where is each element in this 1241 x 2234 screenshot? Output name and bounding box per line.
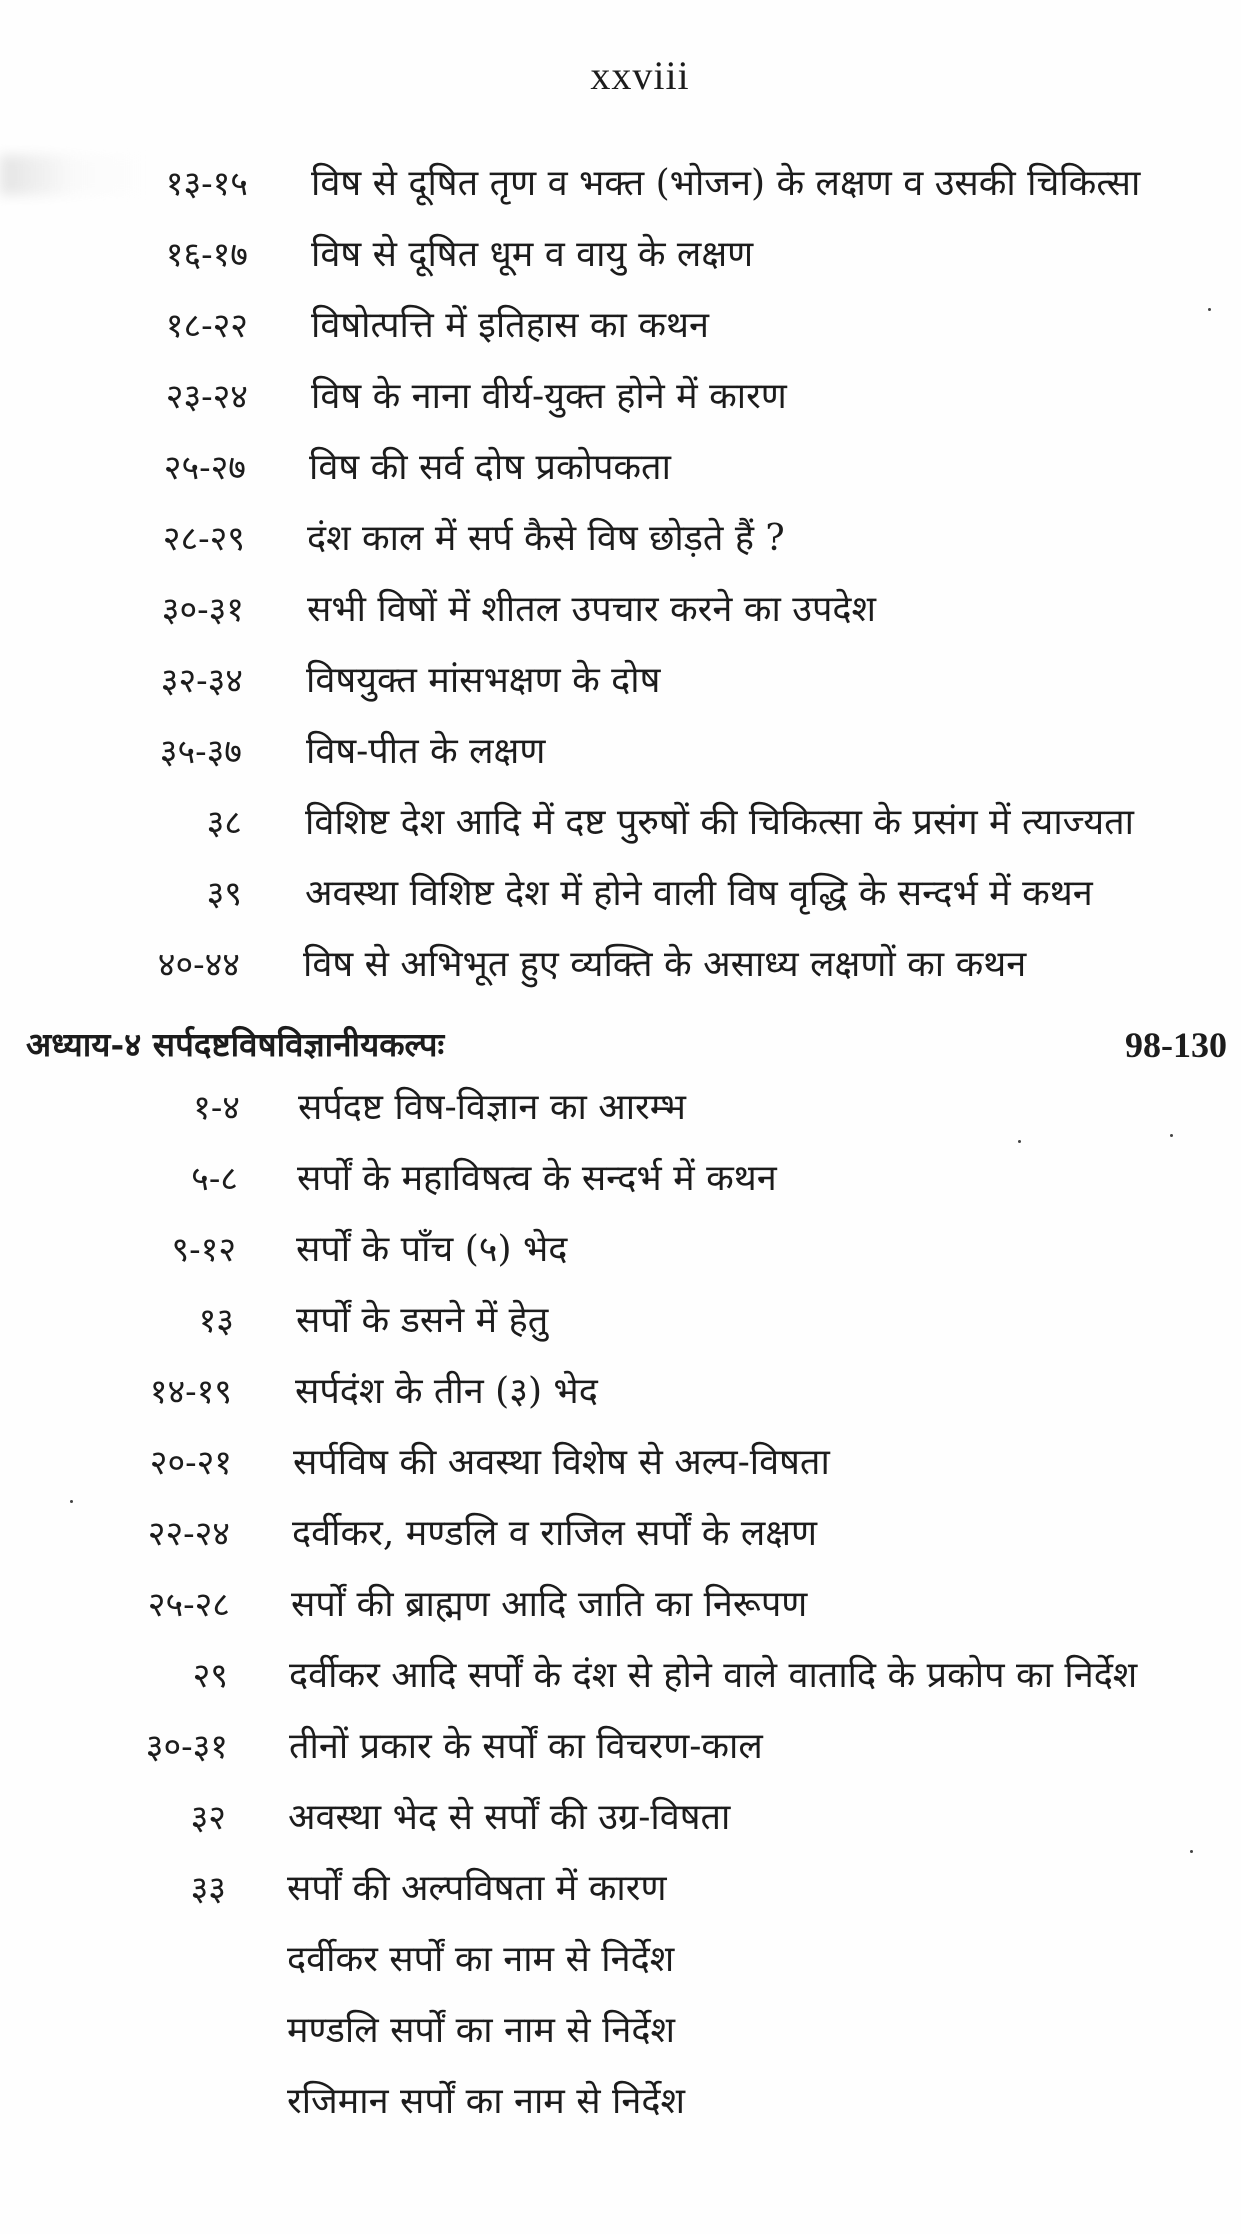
- verse-range: ३३: [190, 1869, 226, 1909]
- verse-range: ३९: [206, 874, 242, 914]
- chapter-title: अध्याय-४ सर्पदष्टविषविज्ञानीयकल्पः: [26, 1025, 445, 1064]
- entry-title: रजिमान सर्पों का नाम से निर्देश: [287, 2081, 685, 2122]
- entry-title: सर्पविष की अवस्था विशेष से अल्प-विषता: [293, 1442, 830, 1483]
- toc-row: [0, 2001, 1241, 2061]
- verse-range: ४०-४४: [157, 945, 240, 985]
- entry-title: अवस्था विशिष्ट देश में होने वाली विष वृद्धि के सन्दर्भ में कथन: [305, 873, 1093, 914]
- entry-title: दंश काल में सर्प कैसे विष छोड़ते हैं ?: [307, 518, 785, 559]
- toc-row: [0, 935, 1241, 995]
- entry-title: सर्पदष्ट विष-विज्ञान का आरम्भ: [298, 1087, 686, 1128]
- entry-title: अवस्था भेद से सर्पों की उग्र-विषता: [288, 1797, 731, 1838]
- toc-row: [0, 864, 1241, 924]
- entry-title: विष के नाना वीर्य-युक्त होने में कारण: [311, 376, 787, 417]
- verse-range: ३२: [190, 1798, 226, 1838]
- verse-range: २२-२४: [147, 1514, 230, 1554]
- verse-range: ३०-३१: [161, 590, 244, 630]
- verse-range: ३०-३१: [145, 1727, 228, 1767]
- entry-title: विष-पीत के लक्षण: [306, 731, 546, 772]
- verse-range: १-४: [193, 1088, 240, 1128]
- scan-speck: [70, 1500, 73, 1503]
- toc-row: [0, 580, 1241, 640]
- toc-row: [0, 1149, 1241, 1209]
- toc-row: [0, 1575, 1241, 1635]
- verse-range: ३२-३४: [160, 661, 243, 701]
- verse-range: १८-२२: [165, 306, 248, 346]
- toc-row: [0, 1220, 1241, 1280]
- toc-row: [0, 2072, 1241, 2132]
- verse-range: २५-२७: [163, 448, 246, 488]
- toc-row: [0, 1433, 1241, 1493]
- toc-row: [0, 793, 1241, 853]
- verse-range: १४-१९: [149, 1372, 232, 1412]
- entry-title: विशिष्ट देश आदि में दष्ट पुरुषों की चिकित्सा के प्रसंग में त्याज्यता: [305, 802, 1134, 843]
- entry-title: सर्पों की ब्राह्मण आदि जाति का निरूपण: [291, 1584, 808, 1625]
- toc-row: [0, 1291, 1241, 1351]
- entry-title: दर्वीकर आदि सर्पों के दंश से होने वाले वातादि के प्रकोप का निर्देश: [289, 1655, 1138, 1696]
- entry-title: दर्वीकर, मण्डलि व राजिल सर्पों के लक्षण: [292, 1513, 818, 1554]
- verse-range: १३-१५: [165, 164, 248, 204]
- entry-title: विष की सर्व दोष प्रकोपकता: [309, 447, 671, 488]
- toc-row: [0, 1646, 1241, 1706]
- chapter-heading-row: [0, 1015, 1241, 1075]
- verse-range: २९: [192, 1656, 228, 1696]
- entry-title: मण्डलि सर्पों का नाम से निर्देश: [287, 2010, 675, 2051]
- toc-row: [0, 1504, 1241, 1564]
- entry-title: दर्वीकर सर्पों का नाम से निर्देश: [287, 1939, 675, 1980]
- verse-range: १३: [198, 1301, 234, 1341]
- entry-title: विष से दूषित तृण व भक्त (भोजन) के लक्षण व उसकी चिकित्सा: [311, 163, 1141, 204]
- toc-row: [0, 1859, 1241, 1919]
- toc-row: [0, 651, 1241, 711]
- toc-row: [0, 367, 1241, 427]
- toc-row: [0, 296, 1241, 356]
- verse-range: ९-१२: [171, 1230, 236, 1270]
- entry-title: सभी विषों में शीतल उपचार करने का उपदेश: [307, 589, 876, 630]
- verse-range: ५-८: [191, 1159, 238, 1199]
- page-number: xxviii: [590, 53, 690, 98]
- entry-title: विष से अभिभूत हुए व्यक्ति के असाध्य लक्षणों का कथन: [303, 944, 1027, 985]
- entry-title: तीनों प्रकार के सर्पों का विचरण-काल: [289, 1726, 763, 1767]
- verse-range: ३५-३७: [159, 732, 242, 772]
- toc-row: [0, 1930, 1241, 1990]
- entry-title: सर्पों के महाविषत्व के सन्दर्भ में कथन: [297, 1158, 777, 1199]
- verse-range: २०-२१: [149, 1443, 232, 1483]
- toc-row: [0, 722, 1241, 782]
- entry-title: विष से दूषित धूम व वायु के लक्षण: [311, 234, 754, 275]
- verse-range: २५-२८: [147, 1585, 230, 1625]
- scan-speck: [1190, 1850, 1193, 1853]
- toc-row: [0, 1717, 1241, 1777]
- toc-row: [0, 1078, 1241, 1138]
- verse-range: १६-१७: [165, 235, 248, 275]
- verse-range: २८-२९: [162, 519, 245, 559]
- toc-row: [0, 1362, 1241, 1422]
- toc-row: [0, 154, 1241, 214]
- chapter-page-range: 98-130: [1125, 1025, 1227, 1065]
- entry-title: विषोत्पत्ति में इतिहास का कथन: [311, 305, 709, 346]
- toc-row: [0, 438, 1241, 498]
- toc-row: [0, 509, 1241, 569]
- verse-range: २३-२४: [165, 377, 248, 417]
- entry-title: सर्पों के डसने में हेतु: [296, 1300, 549, 1341]
- scan-speck: [1018, 1140, 1021, 1143]
- verse-range: ३८: [206, 803, 242, 843]
- entry-title: विषयुक्त मांसभक्षण के दोष: [306, 660, 661, 701]
- entry-title: सर्पों के पाँच (५) भेद: [296, 1229, 568, 1270]
- entry-title: सर्पदंश के तीन (३) भेद: [295, 1371, 598, 1412]
- toc-row: [0, 225, 1241, 285]
- toc-row: [0, 1788, 1241, 1848]
- entry-title: सर्पों की अल्पविषता में कारण: [287, 1868, 667, 1909]
